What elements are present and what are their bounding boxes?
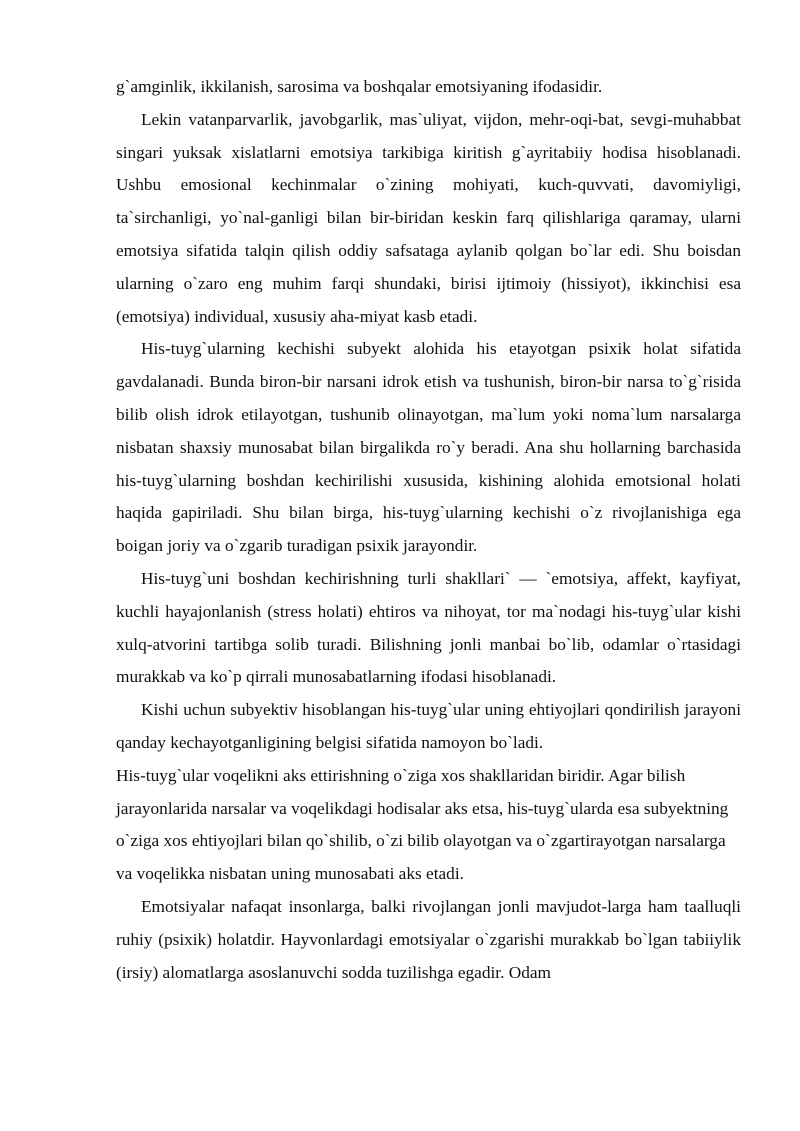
document-page: [116, 71, 741, 989]
paragraph-2: Lekin vatanparvarlik, javobgarlik, mas`uliyat, vijdon, mehr-oqi-bat, sevgi-muhabbat singari yuksak xislatlarni emotsiya tarkibiga kiritish g`ayritabiiy hodisa hisoblanadi. Ushbu emosional kechinmalar o`zining mohiyati, kuch-quvvati, davomiyligi, ta`sirchanligi, yo`nal-ganligi bilan bir-biridan keskin farq qilishlariga qaramay, ularni emotsiya sifatida talqin qilish oddiy safsataga aylanib qolgan bo`lar edi. Shu boisdan ularning o`zaro eng muhim farqi shundaki, birisi ijtimoiy (hissiyot), ikkinchisi esa (emotsiya) individual, xususiy aha-miyat kasb etadi.: [116, 109, 741, 326]
paragraph-4: His-tuyg`uni boshdan kechirishning turli shakllari` — `emotsiya, affekt, kayfiyat, kuchli hayajonlanish (stress holati) ehtiros va nihoyat, tor ma`nodagi his-tuyg`ular kishi xulq-atvorini tartibga solib turadi. Bilishning jonli manbai bo`lib, odamlar o`rtasidagi murakkab va ko`p qirrali munosabatlarning ifodasi hisoblanadi.: [116, 568, 741, 687]
paragraph-1: g`amginlik, ikkilanish, sarosima va boshqalar emotsiyaning ifodasidir.: [116, 77, 603, 96]
paragraph-5: Kishi uchun subyektiv hisoblangan his-tuyg`ular uning ehtiyojlari qondirilish jarayoni qanday kechayotganligining belgisi sifatida namoyon bo`ladi.: [116, 700, 741, 752]
paragraph-7: Emotsiyalar nafaqat insonlarga, balki rivojlangan jonli mavjudot-larga ham taalluqli ruhiy (psixik) holatdir. Hayvonlardagi emotsiyalar o`zgarishi murakkab bo`lgan tabiiylik (irsiy) alomatlarga asoslanuvchi sodda tuzilishga egadir. Odam: [116, 896, 741, 982]
paragraph-3: His-tuyg`ularning kechishi subyekt alohida his etayotgan psixik holat sifatida gavdalanadi. Bunda biron-bir narsani idrok etish va tushunish, biron-bir narsa to`g`risida bilib olish idrok etilayotgan, tushunib olinayotgan, ma`lum yoki noma`lum narsalarga nisbatan shaxsiy munosabat bilan birgalikda ro`y beradi. Ana shu hollarning barchasida his-tuyg`ularning boshdan kechirilishi xususida, kishining alohida emotsional holati haqida gapiriladi. Shu bilan birga, his-tuyg`ularning kechishi o`z rivojlanishiga ega boigan joriy va o`zgarib turadigan psixik jarayondir.: [116, 339, 741, 556]
paragraph-6: His-tuyg`ular voqelikni aks ettirishning o`ziga xos shakllaridan biridir. Agar bilish jarayonlarida narsalar va voqelikdagi hodisalar aks etsa, his-tuyg`ularda esa subyektning o`ziga xos ehtiyojlari bilan qo`shilib, o`zi bilib olayotgan va o`zgartirayotgan narsalarga va voqelikka nisbatan uning munosabati aks etadi.: [116, 765, 729, 884]
